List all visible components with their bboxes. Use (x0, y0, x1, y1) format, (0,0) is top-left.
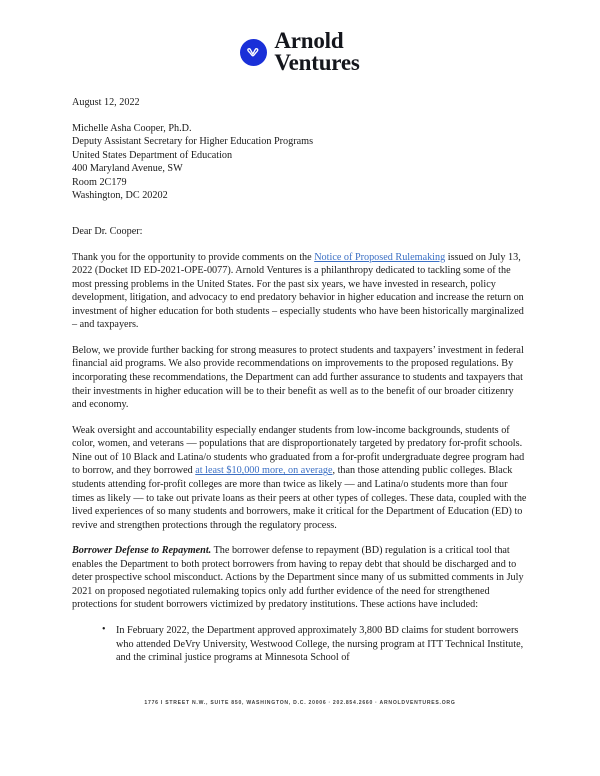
section-borrower-defense (72, 544, 528, 612)
paragraph-oversight-text-before: Weak oversight and accountability especially endanger students from low-income backgrounds, students of color, women, and veterans — populations that are disproportionately targeted by predatory for-profit schools. Nine out of 10 Black and Latina/o students who graduated from a for-profit undergraduate degree program had to borrow, and they borrowed (72, 424, 525, 477)
footer-separator-1: · (328, 700, 331, 706)
section-heading-lead-in: Borrower Defense to Repayment. (72, 545, 212, 557)
notice-of-proposed-rulemaking-link[interactable]: Notice of Proposed Rulemaking (314, 251, 446, 263)
recipient-organization: United States Department of Education (72, 149, 233, 161)
letterhead (0, 0, 600, 84)
paragraph-intro-text-before: Thank you for the opportunity to provide comments on the (72, 251, 315, 263)
footer-phone: 202.854.2660 (332, 700, 374, 706)
letter-date: August 12, 2022 (72, 97, 140, 108)
list-item: • In February 2022, the Department approved approximately 3,800 BD claims for student borrowers who attended DeVry University, Westwood College, the nursing program at ITT Technical Institute, and the criminal justice programs at Minnesota School of (102, 624, 528, 665)
paragraph-oversight (72, 424, 528, 533)
brand-wordmark (274, 30, 359, 74)
arnold-ventures-av-monogram-icon (240, 39, 267, 66)
brand-logo (240, 30, 359, 74)
recipient-name: Michelle Asha Cooper, Ph.D. (72, 122, 192, 134)
action-list (72, 624, 528, 665)
footer-website: ARNOLDVENTURES.ORG (379, 700, 456, 706)
footer-address: 1776 I STREET N.W., SUITE 850, WASHINGTON, D.C. 20006 (144, 700, 327, 706)
recipient-street: 400 Maryland Avenue, SW (72, 163, 183, 175)
footer-separator-2: · (375, 700, 378, 706)
brand-wordmark-line-2: Ventures (274, 50, 360, 76)
salutation: Dear Dr. Cooper: (72, 225, 143, 237)
brand-wordmark-line-1: Arnold (274, 28, 344, 53)
section-body-text: The borrower defense to repayment (BD) regulation is a critical tool that enables the Department to both protect borrowers from having to repay debt that should be discharged and to deter prospective school misconduct. Actions by the Department since many of us submitted comments in July 2021 on proposed negotiated rulemaking topics only add further evidence of the need for strengthened protections for student borrowers victimized by predatory institutions. These actions have included: (72, 545, 524, 611)
recipient-room: Room 2C179 (72, 176, 127, 188)
recipient-title: Deputy Assistant Secretary for Higher Education Programs (72, 136, 314, 148)
paragraph-intro (72, 251, 528, 332)
page-footer (0, 700, 600, 706)
borrowing-statistic-link[interactable]: at least $10,000 more, on average (195, 465, 333, 477)
paragraph-overview: Below, we provide further backing for strong measures to protect students and taxpayers’ investment in federal financial aid programs. We also provide recommendations on improvements to the proposed regulations. By incorporating these recommendations, the Department can add further assurance to students and taxpayers that their investments in higher education will be to their benefit as well as to the benefit of our broader citizenry and economy. (72, 344, 524, 411)
paragraph-intro-text-after: issued on July 13, 2022 (Docket ID ED-2021-OPE-0077). Arnold Ventures is a philanthropy dedicated to tackling some of the most pressing problems in the United States. For the past six years, we have invested in research, policy development, litigation, and advocacy to end predatory behavior in higher education and increase the return on investment of higher education for both students – especially students who have been historically marginalized – and taxpayers. (72, 251, 524, 331)
paragraph-oversight-text-after: , than those attending public colleges. Black students attending for-profit colleges are more than twice as likely — and Latina/o students more than four times as likely — to take out private loans as their peers at other types of colleges. These data, coupled with the lived experiences of so many students and borrowers, make it critical for the Department of Education (ED) to revive and strengthen protections through the regulatory process. (72, 465, 527, 531)
recipient-address-block (72, 122, 528, 203)
letter-body (72, 96, 528, 673)
recipient-city-state-zip: Washington, DC 20202 (72, 190, 168, 202)
